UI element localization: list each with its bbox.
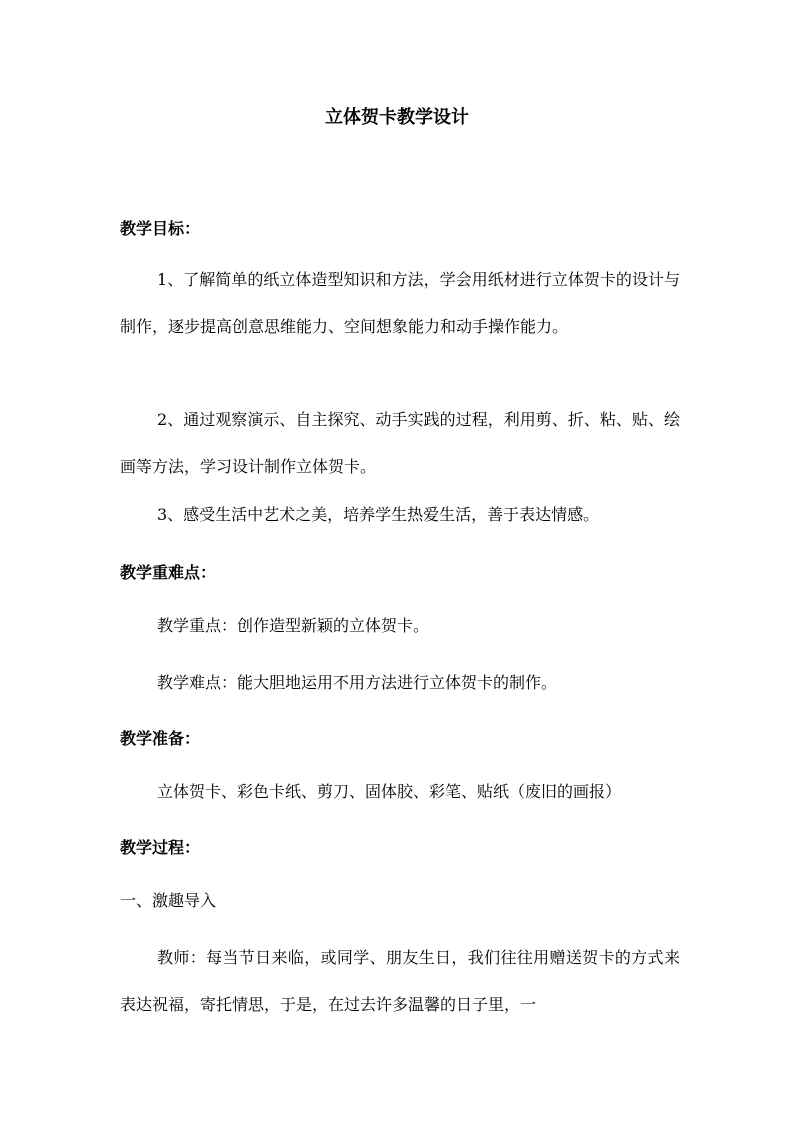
objective-item-2: 2、通过观察演示、自主探究、动手实践的过程，利用剪、折、粘、贴、绘画等方法，学习设计制作立体贺卡。	[120, 410, 680, 476]
key-points-heading: 教学重难点：	[120, 563, 217, 582]
objective-item-3: 3、感受生活中艺术之美，培养学生热爱生活，善于表达情感。	[157, 505, 600, 524]
objective-item-1: 1、了解简单的纸立体造型知识和方法，学会用纸材进行立体贺卡的设计与制作，逐步提高创意思维能力、空间想象能力和动手操作能力。	[120, 270, 680, 336]
objectives-heading: 教学目标：	[120, 219, 201, 238]
preparation-heading: 教学准备：	[120, 729, 201, 748]
preparation-materials: 立体贺卡、彩色卡纸、剪刀、固体胶、彩笔、贴纸（废旧的画报）	[157, 782, 622, 801]
process-heading: 教学过程：	[120, 838, 201, 857]
process-step1-text: 教师：每当节日来临，或同学、朋友生日，我们往往用赠送贺卡的方式来表达祝福，寄托情思，于是，在过去许多温馨的日子里，一	[120, 948, 680, 1014]
key-point-difficulty: 教学难点：能大胆地运用不用方法进行立体贺卡的制作。	[157, 673, 558, 692]
process-step1-heading: 一、激趣导入	[120, 891, 217, 910]
document-title: 立体贺卡教学设计	[325, 107, 469, 128]
key-point-focus: 教学重点：创作造型新颖的立体贺卡。	[157, 616, 430, 635]
